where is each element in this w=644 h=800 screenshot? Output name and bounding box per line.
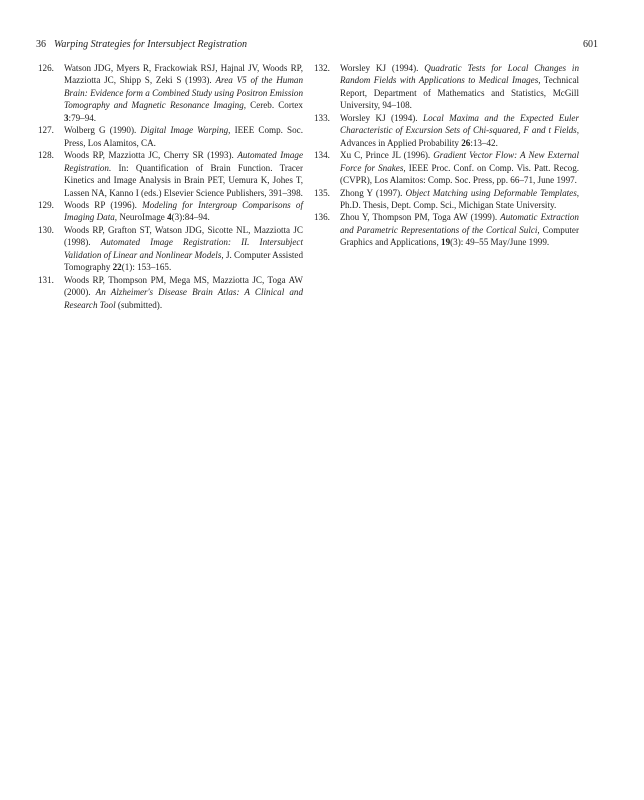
- reference-item: [38, 62, 303, 124]
- reference-authors: Woods RP, Mazziotta JC, Cherry SR (1993).: [64, 150, 234, 161]
- reference-item: [38, 199, 303, 224]
- reference-number: 133.: [314, 112, 330, 123]
- reference-number: 126.: [38, 63, 54, 73]
- reference-rest: (1): 153–165.: [121, 262, 172, 273]
- reference-rest: Ph.D. Thesis, Dept. Comp. Sci., Michigan State University.: [340, 199, 557, 210]
- reference-rest: (submitted).: [117, 299, 163, 310]
- reference-title: Automated Image Registration: II. Intersubject Validation of Linear and Nonlinear Models,: [64, 237, 303, 260]
- reference-rest: (3):84–94.: [171, 212, 210, 223]
- reference-item: [38, 224, 303, 274]
- reference-number: 127.: [38, 125, 54, 136]
- reference-item: [314, 112, 579, 149]
- reference-title: Automatic Extraction and Parametric Representations of the Cortical Sulci,: [340, 212, 579, 235]
- reference-rest: (3): 49–55 May/June 1999.: [450, 237, 550, 248]
- reference-number: 135.: [314, 187, 330, 198]
- reference-item: [314, 187, 579, 212]
- reference-number: 134.: [314, 150, 330, 161]
- reference-authors: Xu C, Prince JL (1996).: [340, 150, 431, 161]
- reference-source: Cereb. Cortex: [250, 100, 303, 111]
- reference-volume: 19: [441, 237, 451, 248]
- reference-item: [314, 62, 579, 112]
- reference-authors: Woods RP, Thompson PM, Mega MS, Mazziotta JC, Toga AW (2000).: [64, 274, 303, 298]
- reference-volume: 4: [167, 212, 172, 223]
- reference-rest: Technical Report, Department of Mathematics and Statistics, McGill University, 94–108.: [340, 75, 580, 111]
- page-number: 601: [583, 39, 598, 50]
- reference-number: 132.: [314, 63, 330, 73]
- reference-rest: IEEE Comp. Soc. Press, Los Alamitos, CA.: [64, 125, 303, 148]
- reference-item: [38, 149, 303, 199]
- running-head: [36, 38, 604, 52]
- reference-authors: Watson JDG, Myers R, Frackowiak RSJ, Hajnal JV, Woods RP, Mazziotta JC, Shipp S, Zeki S (1993).: [64, 63, 303, 86]
- reference-title: Local Maxima and the Expected Euler Characteristic of Excursion Sets of Chi-squared, F and t Fields,: [340, 112, 579, 136]
- reference-source: NeuroImage: [119, 212, 165, 223]
- reference-rest: In: Quantification of Brain Function. Tracer Kinetics and Image Analysis in Brain PET, Uemura K, Johes T, Lassen NA, Kanno I (eds.) Elsevier Science Publishers, 391–398.: [64, 162, 303, 198]
- reference-item: [314, 149, 579, 186]
- reference-number: 128.: [38, 150, 54, 161]
- reference-authors: Woods RP, Grafton ST, Watson JDG, Sicotte NL, Mazziotta JC (1998).: [64, 224, 303, 248]
- reference-volume: 3: [64, 112, 69, 123]
- reference-authors: Worsley KJ (1994).: [340, 112, 418, 123]
- reference-authors: Zhou Y, Thompson PM, Toga AW (1999).: [340, 212, 498, 223]
- reference-title: Area V5 of the Human Brain: Evidence form a Combined Study using Positron Emission Tomography and Magnetic Resonance Imaging,: [64, 75, 303, 111]
- reference-item: [38, 124, 303, 149]
- reference-item: [314, 211, 579, 248]
- reference-authors: Worsley KJ (1994).: [340, 63, 419, 73]
- reference-rest: IEEE Proc. Conf. on Comp. Vis. Patt. Recog. (CVPR), Los Alamitos: Comp. Soc. Press, pp. 66–71, June 1997.: [340, 162, 580, 186]
- reference-title: Automated Image Registration.: [64, 150, 303, 173]
- reference-number: 131.: [38, 274, 54, 285]
- reference-title: Object Matching using Deformable Templates,: [405, 187, 580, 198]
- reference-authors: Zhong Y (1997).: [340, 187, 403, 198]
- chapter-number: 36: [36, 39, 46, 50]
- reference-title: An Alzheimer's Disease Brain Atlas: A Clinical and Research Tool: [64, 287, 303, 310]
- reference-authors: Wolberg G (1990).: [64, 125, 137, 136]
- reference-volume: 26: [461, 137, 471, 148]
- reference-title: Quadratic Tests for Local Changes in Random Fields with Applications to Medical Images,: [340, 63, 579, 86]
- reference-title: Modeling for Intergroup Comparisons of Imaging Data,: [64, 199, 303, 223]
- reference-rest: :79–94.: [68, 112, 97, 123]
- reference-number: 129.: [38, 199, 54, 210]
- reference-number: 136.: [314, 212, 330, 223]
- reference-volume: 22: [112, 262, 122, 273]
- references-left-column: [38, 62, 303, 311]
- reference-source: Advances in Applied Probability: [340, 137, 459, 148]
- reference-rest: :13–42.: [470, 137, 498, 148]
- chapter-title: Warping Strategies for Intersubject Registration: [54, 39, 247, 50]
- reference-authors: Woods RP (1996).: [64, 199, 137, 210]
- reference-source: Computer Graphics and Applications,: [340, 224, 579, 248]
- reference-title: Digital Image Warping,: [140, 125, 231, 136]
- reference-item: [38, 274, 303, 311]
- reference-source: J. Computer Assisted Tomography: [64, 249, 303, 273]
- reference-title: Gradient Vector Flow: A New External Force for Snakes,: [340, 150, 579, 173]
- references-right-column: [314, 62, 579, 249]
- reference-number: 130.: [38, 224, 54, 235]
